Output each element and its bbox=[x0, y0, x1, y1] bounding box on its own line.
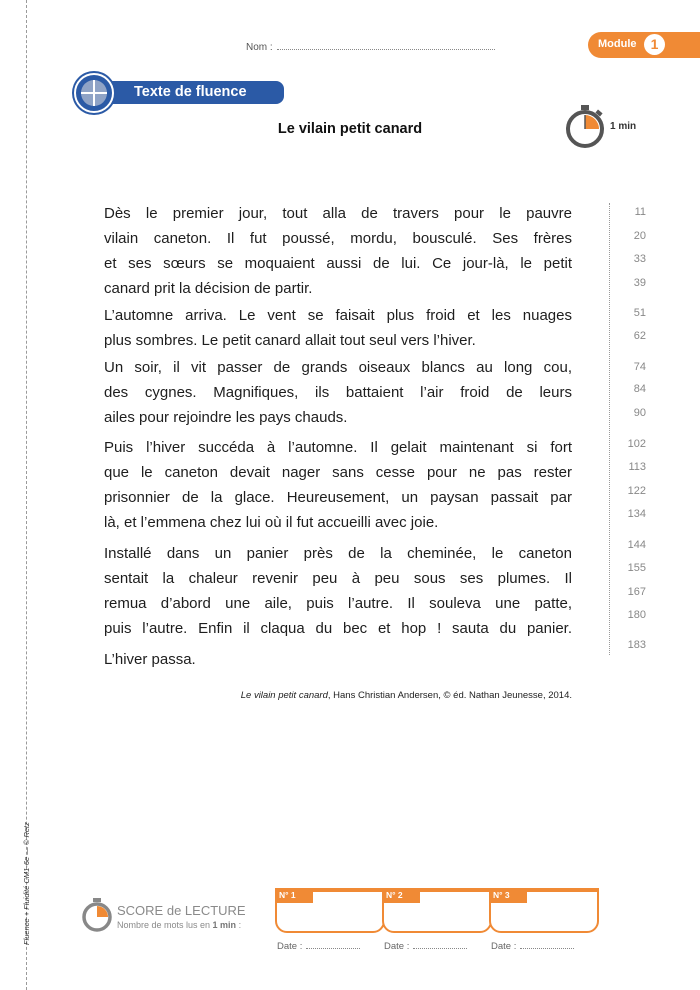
text-line: sentait la chaleur revenir peu à peu sous ses plumes. Il bbox=[104, 570, 572, 587]
word-count: 155 bbox=[627, 562, 646, 574]
source-book-title: Le vilain petit canard bbox=[240, 690, 328, 701]
word-count: 39 bbox=[633, 277, 646, 289]
score-box-label: N° 1 bbox=[275, 888, 313, 903]
text-line: prisonnier de la glace. Heureusement, un paysan passait par bbox=[104, 489, 572, 506]
count-divider bbox=[609, 203, 610, 655]
text-line: vilain caneton. Il fut poussé, mordu, bousculé. Ses frères bbox=[104, 230, 572, 247]
score-subtitle-suffix: : bbox=[236, 920, 242, 930]
module-number: 1 bbox=[644, 34, 665, 55]
word-count: 180 bbox=[627, 609, 646, 621]
section-badge-icon bbox=[72, 71, 116, 115]
date-label: Date : bbox=[491, 941, 517, 952]
text-line: Dès le premier jour, tout alla de travers pour le pauvre bbox=[104, 205, 572, 222]
word-count: 51 bbox=[633, 307, 646, 319]
text-line: canard prit la décision de partir. bbox=[104, 280, 313, 297]
text-line: puis l’autre. Enfin il claqua du bec et hop ! sauta du panier. bbox=[104, 620, 572, 637]
section-title: Texte de fluence bbox=[134, 84, 247, 100]
score-box-label: N° 3 bbox=[489, 888, 527, 903]
date-field-1[interactable] bbox=[277, 940, 360, 952]
fluency-text bbox=[104, 201, 572, 672]
word-count: 102 bbox=[627, 438, 646, 450]
name-label: Nom : bbox=[246, 42, 273, 53]
text-line: et ses sœurs se moquaient aussi de lui. Ce jour-là, le petit bbox=[104, 255, 572, 272]
source-citation bbox=[0, 690, 572, 701]
score-subtitle-prefix: Nombre de mots lus en bbox=[117, 920, 213, 930]
word-count: 167 bbox=[627, 586, 646, 598]
text-line: des cygnes. Magnifiques, ils battaient l’air froid de leurs bbox=[104, 384, 572, 401]
word-count: 62 bbox=[633, 330, 646, 342]
score-box-2[interactable] bbox=[382, 888, 492, 933]
word-count: 74 bbox=[633, 361, 646, 373]
score-subtitle bbox=[117, 920, 241, 930]
text-line: L’automne arriva. Le vent se faisait plus froid et les nuages bbox=[104, 307, 572, 324]
publisher-credit: Fluence + Fluidité CM1-6e — © Retz bbox=[22, 822, 31, 945]
word-count: 90 bbox=[633, 407, 646, 419]
score-box-1[interactable] bbox=[275, 888, 385, 933]
text-line: ailes pour rejoindre les pays chauds. bbox=[104, 409, 348, 426]
text-line: Un soir, il vit passer de grands oiseaux blancs au long cou, bbox=[104, 359, 572, 376]
word-count: 84 bbox=[633, 383, 646, 395]
name-line[interactable] bbox=[277, 40, 495, 50]
source-details: , Hans Christian Andersen, © éd. Nathan Jeunesse, 2014. bbox=[327, 690, 572, 701]
text-line: là, et l’emmena chez lui où il fut accueilli avec joie. bbox=[104, 514, 439, 531]
word-count: 134 bbox=[627, 508, 646, 520]
text-line: L’hiver passa. bbox=[104, 651, 196, 668]
score-box-label: N° 2 bbox=[382, 888, 420, 903]
word-count: 20 bbox=[633, 230, 646, 242]
date-line[interactable] bbox=[413, 940, 467, 949]
date-line[interactable] bbox=[306, 940, 360, 949]
date-field-2[interactable] bbox=[384, 940, 467, 952]
word-count: 11 bbox=[634, 206, 646, 218]
text-line: que le caneton devait nager sans cesse pour ne pas rester bbox=[104, 464, 572, 481]
text-line: plus sombres. Le petit canard allait tout seul vers l’hiver. bbox=[104, 332, 476, 349]
score-subtitle-duration: 1 min bbox=[212, 920, 237, 930]
timer-label: 1 min bbox=[610, 121, 637, 132]
word-count: 113 bbox=[628, 461, 646, 473]
word-count: 33 bbox=[633, 253, 646, 265]
word-count: 183 bbox=[627, 639, 646, 651]
score-stopwatch-icon bbox=[80, 897, 114, 938]
score-box-3[interactable] bbox=[489, 888, 599, 933]
date-line[interactable] bbox=[520, 940, 574, 949]
module-label: Module bbox=[598, 38, 637, 50]
module-tab bbox=[588, 32, 700, 58]
date-label: Date : bbox=[277, 941, 303, 952]
date-field-3[interactable] bbox=[491, 940, 574, 952]
word-count: 144 bbox=[627, 539, 646, 551]
name-field[interactable] bbox=[246, 40, 495, 53]
text-line: Installé dans un panier près de la cheminée, le caneton bbox=[104, 545, 572, 562]
stopwatch-icon bbox=[562, 103, 608, 154]
score-title: SCORE de LECTURE bbox=[117, 903, 246, 918]
text-line: Puis l’hiver succéda à l’automne. Il gelait maintenant si fort bbox=[104, 439, 572, 456]
date-label: Date : bbox=[384, 941, 410, 952]
document-title: Le vilain petit canard bbox=[277, 121, 423, 137]
word-count: 122 bbox=[627, 485, 646, 497]
text-line: remua d’abord une aile, puis l’autre. Il souleva une patte, bbox=[104, 595, 572, 612]
